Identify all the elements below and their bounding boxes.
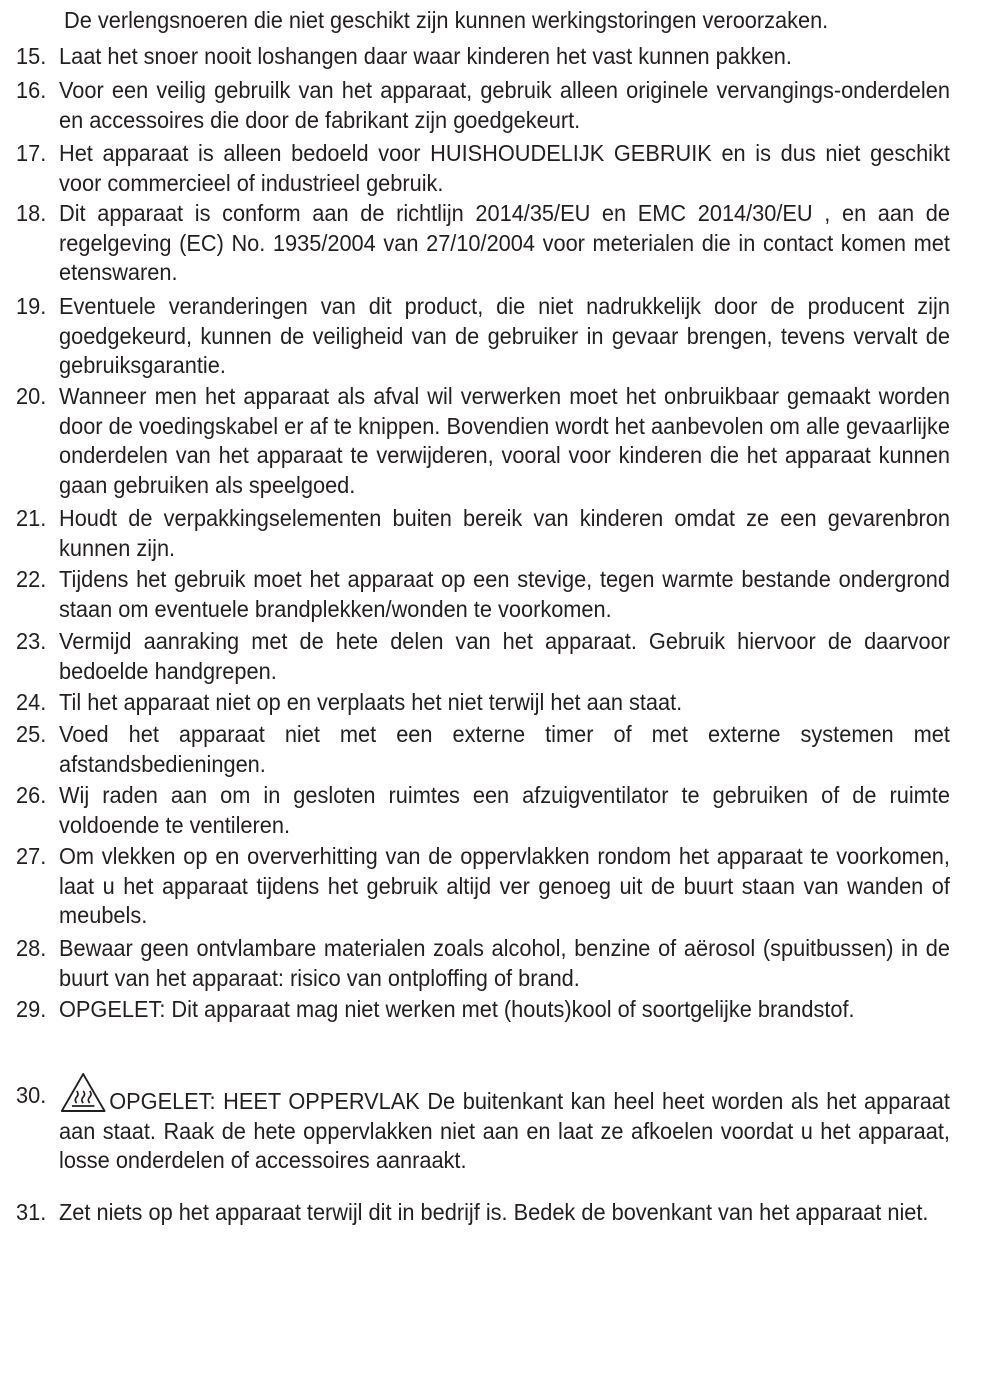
item-number: 25. bbox=[16, 721, 47, 747]
item-number: 28. bbox=[16, 935, 47, 961]
item-text: Vermijd aanraking met de hete delen van het apparaat. Gebruik hiervoor de daarvoor bedoelde handgrepen. bbox=[59, 628, 950, 684]
item-number: 15. bbox=[16, 43, 47, 69]
item-text: Bewaar geen ontvlambare materialen zoals alcohol, benzine of aërosol (spuitbussen) in de buurt van het apparaat: risico van ontploffing of brand. bbox=[59, 935, 950, 991]
item-number: 17. bbox=[16, 140, 47, 166]
item-text: Het apparaat is alleen bedoeld voor HUISHOUDELIJK GEBRUIK en is dus niet geschikt voor commercieel of industrieel gebruik. bbox=[59, 140, 950, 196]
item-text: Dit apparaat is conform aan de richtlijn 2014/35/EU en EMC 2014/30/EU , en aan de regelgeving (EC) No. 1935/2004 van 27/10/2004 voor meterialen die in contact komen met etenswaren. bbox=[59, 200, 950, 285]
item-number: 23. bbox=[16, 628, 47, 654]
item-text: OPGELET: HEET OPPERVLAK De buitenkant kan heel heet worden als het apparaat aan staat. Raak de hete oppervlakken niet aan en laat ze afkoelen voordat u het apparaat, losse onderdelen of accessoires aanraakt. bbox=[59, 1088, 950, 1173]
item-text: OPGELET: Dit apparaat mag niet werken met (houts)kool of soortgelijke brandstof. bbox=[59, 996, 855, 1022]
item-number: 20. bbox=[16, 383, 47, 409]
item-number: 24. bbox=[16, 689, 47, 715]
item-number: 31. bbox=[16, 1199, 47, 1225]
item-number: 26. bbox=[16, 782, 47, 808]
item-number: 18. bbox=[16, 200, 47, 226]
item-text: Wanneer men het apparaat als afval wil verwerken moet het onbruikbaar gemaakt worden door de voedingskabel er af te knippen. Bovendien wordt het aanbevolen om alle gevaarlijke onderdelen van het apparaat te verwijderen, vooral voor kinderen die het apparaat kunnen gaan gebruiken als speelgoed. bbox=[59, 383, 950, 498]
item-text-block bbox=[59, 1071, 950, 1176]
continuation-text: De verlengsnoeren die niet geschikt zijn kunnen werkingstoringen veroorzaken. bbox=[64, 7, 829, 33]
item-text: Wij raden aan om in gesloten ruimtes een afzuigventilator te gebruiken of de ruimte voldoende te ventileren. bbox=[59, 782, 950, 838]
item-number: 21. bbox=[16, 505, 47, 531]
item-text: Laat het snoer nooit loshangen daar waar kinderen het vast kunnen pakken. bbox=[59, 43, 792, 69]
item-number: 19. bbox=[16, 293, 47, 319]
item-number: 30. bbox=[16, 1082, 47, 1108]
hot-surface-warning-icon bbox=[59, 1071, 107, 1115]
item-text: Houdt de verpakkingselementen buiten bereik van kinderen omdat ze een gevarenbron kunnen zijn. bbox=[59, 505, 950, 561]
item-text: Til het apparaat niet op en verplaats het niet terwijl het aan staat. bbox=[59, 689, 683, 715]
item-number: 29. bbox=[16, 996, 47, 1022]
item-number: 22. bbox=[16, 566, 47, 592]
item-text: Voor een veilig gebruilk van het apparaat, gebruik alleen originele vervangings-onderdelen en accessoires die door de fabrikant zijn goedgekeurt. bbox=[59, 77, 950, 133]
item-text: Eventuele veranderingen van dit product, die niet nadrukkelijk door de producent zijn goedgekeurd, kunnen de veiligheid van de gebruiker in gevaar brengen, tevens vervalt de gebruiksgarantie. bbox=[59, 293, 950, 378]
item-text: Tijdens het gebruik moet het apparaat op een stevige, tegen warmte bestande ondergrond staan om eventuele brandplekken/wonden te voorkomen. bbox=[59, 566, 950, 622]
item-text: Zet niets op het apparaat terwijl dit in bedrijf is. Bedek de bovenkant van het apparaat niet. bbox=[59, 1199, 929, 1225]
item-text: Om vlekken op en oververhitting van de oppervlakken rondom het apparaat te voorkomen, laat u het apparaat tijdens het gebruik altijd ver genoeg uit de buurt staan van wanden of meubels. bbox=[59, 843, 950, 928]
item-number: 16. bbox=[16, 77, 47, 103]
item-number: 27. bbox=[16, 843, 47, 869]
item-text: Voed het apparaat niet met een externe timer of met externe systemen met afstandsbedieningen. bbox=[59, 721, 950, 777]
